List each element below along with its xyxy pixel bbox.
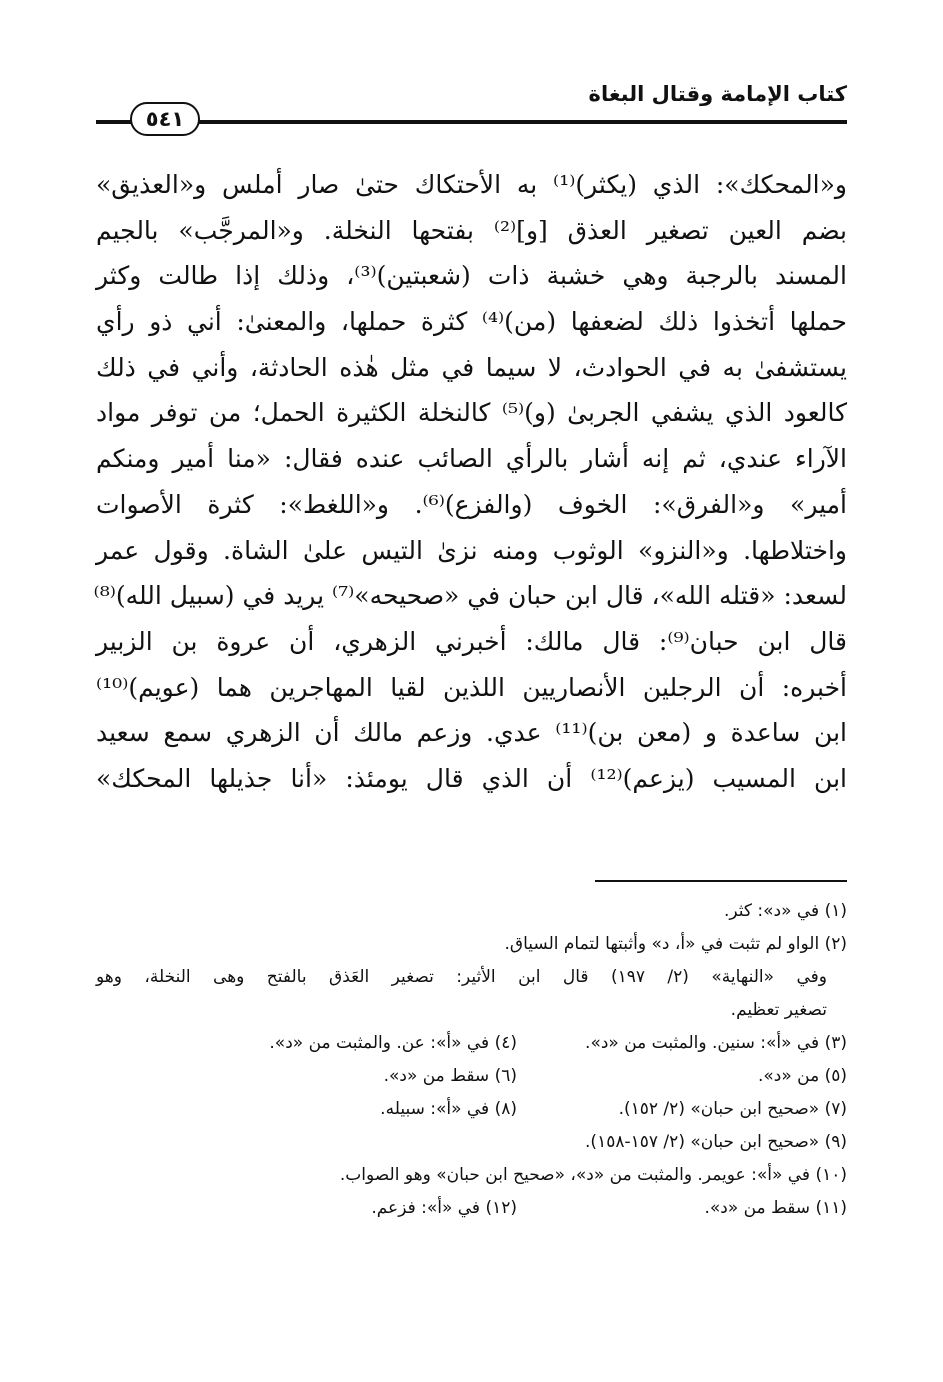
footnote-separator bbox=[595, 880, 847, 882]
footnote-12: (١٢) في «أ»: فزعم. bbox=[371, 1198, 517, 1218]
footnote-2-continuation: وفي «النهاية» (٢/ ١٩٧) قال ابن الأثير: تصغير العَذق بالفتح وهى النخلة، وهو bbox=[96, 967, 827, 987]
text-line: حملها أتخذوا ذلك لضعفها (من)⁽⁴⁾ كثرة حملها، والمعنىٰ: أني ذو رأي bbox=[96, 307, 847, 337]
footnote-9: (٩) «صحيح ابن حبان» (٢/ ١٥٧-١٥٨). bbox=[585, 1132, 847, 1152]
text-line: أمير» و«الفرق»: الخوف (والفزع)⁽⁶⁾. و«اللغط»: كثرة الأصوات bbox=[96, 489, 847, 519]
header-double-rule bbox=[96, 120, 847, 124]
footnote-row bbox=[96, 1060, 847, 1093]
footnote-5: (٥) من «د». bbox=[757, 1066, 847, 1086]
footnote-8: (٨) في «أ»: سبيله. bbox=[380, 1099, 517, 1119]
footnote-4: (٤) في «أ»: عن. والمثبت من «د». bbox=[269, 1033, 517, 1053]
main-text bbox=[93, 162, 847, 802]
footnote-6: (٦) سقط من «د». bbox=[383, 1066, 517, 1086]
text-line: ابن ساعدة و (معن بن)⁽¹¹⁾ عدي. وزعم مالك أن الزهري سمع سعيد bbox=[96, 718, 847, 748]
footnote-11: (١١) سقط من «د». bbox=[704, 1198, 847, 1218]
text-line: و«المحكك»: الذي (يكثر)⁽¹⁾ به الأحتكاك حتىٰ صار أملس و«العذيق» bbox=[96, 170, 847, 199]
text-line: يستشفىٰ به في الحوادث، لا سيما في مثل هٰذه الحادثة، وأني في ذلك bbox=[96, 352, 847, 382]
text-line: المسند بالرجبة وهي خشبة ذات (شعبتين)⁽³⁾، وذلك إذا طالت وكثر bbox=[96, 261, 847, 291]
footnotes bbox=[96, 895, 847, 1225]
text-line: واختلاطها. و«النزو» الوثوب ومنه نزىٰ التيس علىٰ الشاة. وقول عمر bbox=[96, 535, 847, 565]
text-line: ابن المسيب (يزعم)⁽¹²⁾ أن الذي قال يومئذ: «أنا جذيلها المحكك» bbox=[96, 763, 847, 793]
footnote-row bbox=[96, 1027, 847, 1060]
text-line: الآراء عندي، ثم إنه أشار بالرأي الصائب عنده فقال: «منا أمير ومنكم bbox=[96, 444, 847, 474]
text-line: أخبره: أن الرجلين الأنصاريين اللذين لقيا المهاجرين هما (عويم)⁽¹⁰⁾ bbox=[96, 672, 847, 702]
page-number: ٥٤١ bbox=[130, 102, 200, 136]
footnote-10: (١٠) في «أ»: عويمر. والمثبت من «د»، «صحيح ابن حبان» وهو الصواب. bbox=[339, 1165, 847, 1185]
footnote-row bbox=[96, 1192, 847, 1225]
footnote-2-continuation-end: تصغير تعظيم. bbox=[730, 1000, 827, 1020]
footnote-2: (٢) الواو لم تثبت في «أ، د» وأثبتها لتمام السياق. bbox=[504, 934, 847, 954]
footnote-3: (٣) في «أ»: سنين. والمثبت من «د». bbox=[585, 1033, 847, 1053]
text-line: كالعود الذي يشفي الجربىٰ (و)⁽⁵⁾ كالنخلة الكثيرة الحمل؛ من توفر مواد bbox=[96, 398, 847, 428]
text-line: بضم العين تصغير العذق [و]⁽²⁾ بفتحها النخلة. و«المرجَّب» بالجيم bbox=[96, 215, 847, 245]
footnote-row bbox=[96, 1093, 847, 1126]
running-header-title: كتاب الإمامة وقتال البغاة bbox=[588, 82, 847, 106]
running-header bbox=[96, 80, 847, 140]
footnote-7: (٧) «صحيح ابن حبان» (٢/ ١٥٢). bbox=[618, 1099, 847, 1119]
text-line: قال ابن حبان⁽⁹⁾: قال مالك: أخبرني الزهري، أن عروة بن الزبير bbox=[96, 626, 847, 656]
text-line: لسعد: «قتله الله»، قال ابن حبان في «صحيحه»⁽⁷⁾ يريد في (سبيل الله)⁽⁸⁾ bbox=[93, 581, 847, 611]
footnote-1: (١) في «د»: كثر. bbox=[723, 901, 847, 921]
